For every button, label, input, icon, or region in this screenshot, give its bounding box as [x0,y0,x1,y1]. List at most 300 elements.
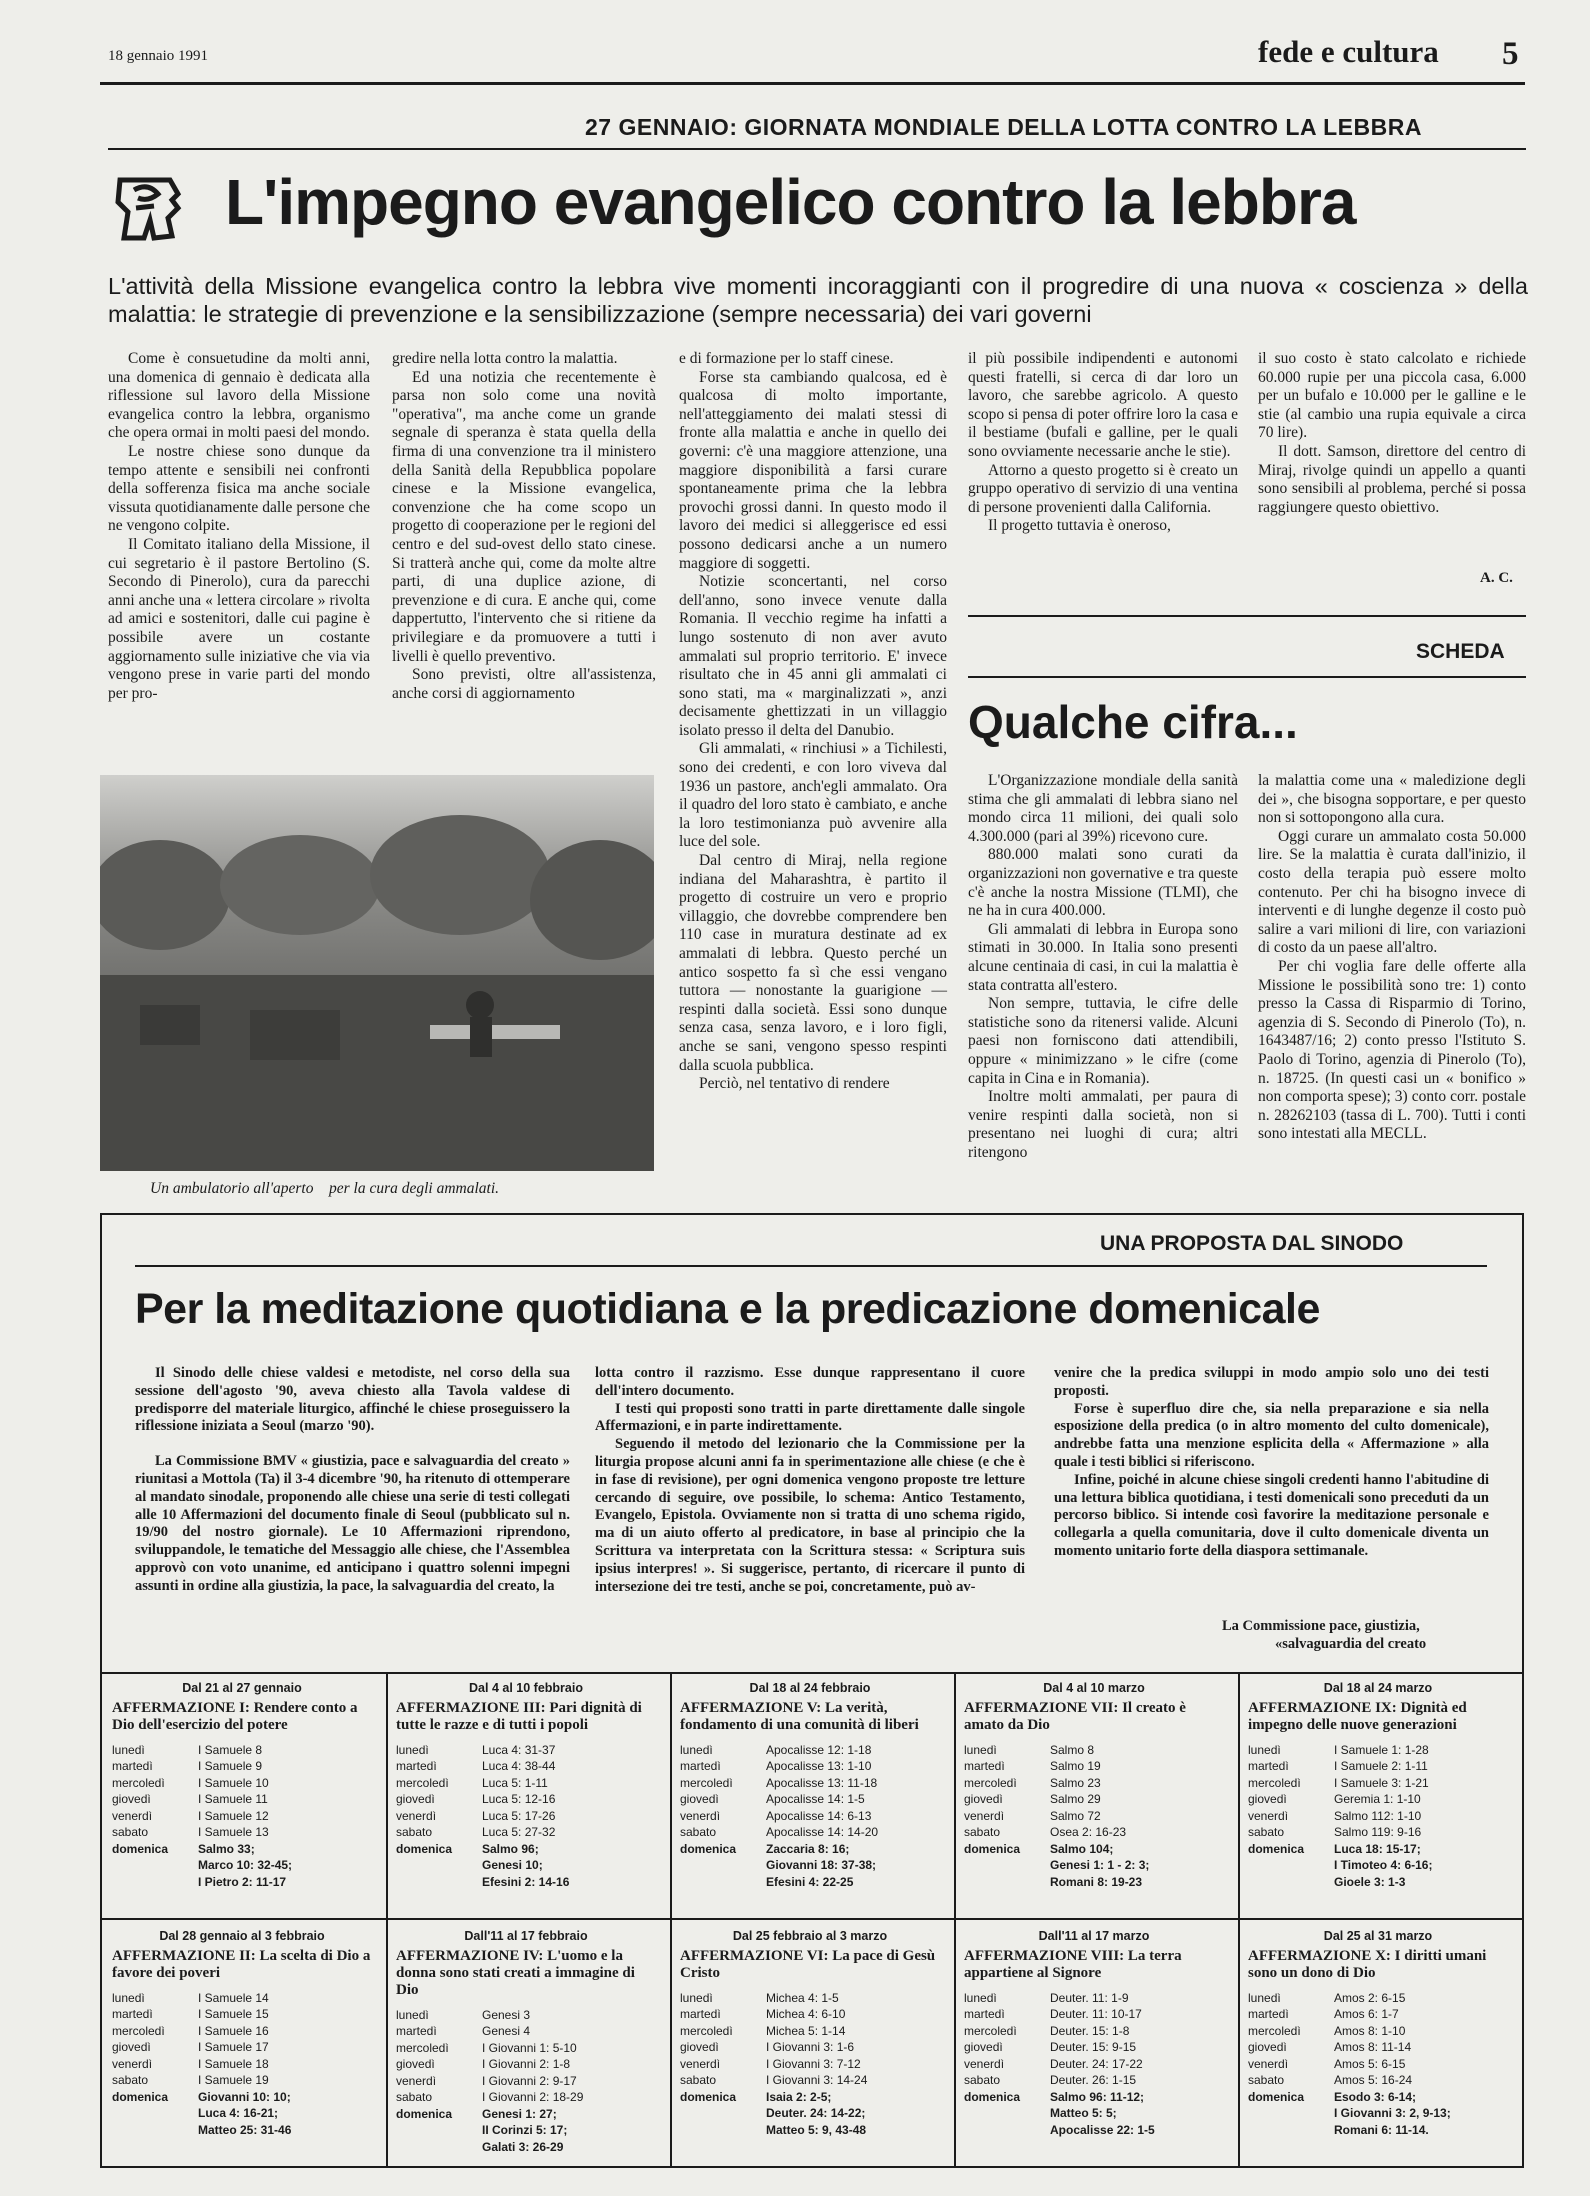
scripture-reference: Apocalisse 14: 14-20 [766,1825,879,1839]
paragraph: Come è consuetudine da molti anni, una domenica di gennaio è dedicata alla riflessione sul lavoro della Missione evangelica contro la lebbra, organismo che opera ormai in molti paesi del mondo. [108,350,370,442]
scheda-title: Qualche cifra... [968,696,1298,748]
outdoor-clinic-photo [100,775,654,1171]
paragraph: e di formazione per lo staff cinese. [679,350,894,367]
weekday [964,1857,1050,1874]
weekday: giovedì [964,1792,1003,1806]
scripture-reference: Amos 2: 6-15 [1334,1990,1406,2005]
grid-mid-rule [102,1918,1522,1920]
reading-row [396,2106,656,2123]
scripture-reference: Giovanni 18: 37-38; [766,1858,877,1872]
week-range: Dall'11 al 17 marzo [1038,1929,1150,1943]
lectionary-week [396,1680,656,1890]
scripture-reference: Amos 5: 16-24 [1334,2073,1413,2087]
weekday: martedì [1248,1759,1289,1773]
scripture-reference: I Samuele 18 [198,2056,269,2071]
weekday: venerdì [396,2073,437,2088]
scripture-reference: I Giovanni 2: 9-17 [482,2073,577,2088]
reading-row [112,2105,372,2122]
paragraph: 880.000 malati sono curati da organizzazioni non governative e tra queste c'è anche la nostra Missione (TLMI), che ne ha in cura 400.000. [968,846,1238,920]
scripture-reference: Salmo 104; [1050,1841,1114,1856]
scripture-reference: Genesi 1: 1 - 2: 3; [1050,1858,1150,1872]
paragraph: Infine, poiché in alcune chiese singoli credenti hanno l'abitudine di una lettura biblica quotidiana, i testi domenicali sono preceduti da un percorso biblico. Si intende così favorire la meditazione personale e collegarla a quella comunitaria, dove il culto domenicale diventa un momento unitario forte della diaspora settimanale. [1054,1471,1489,1559]
scripture-reference: Luca 5: 17-26 [482,1808,556,1823]
reading-row [396,1791,656,1808]
weekday: martedì [112,1759,153,1773]
scripture-reference: Giovanni 10: 10; [198,2089,291,2104]
scheda-column-2 [1258,772,1526,1144]
reading-row [964,1874,1224,1891]
reading-row [964,2072,1224,2089]
scripture-reference: Michea 5: 1-14 [766,2023,846,2038]
reading-row [1248,2006,1508,2023]
scripture-reference: Deuter. 15: 9-15 [1050,2040,1137,2054]
scripture-reference: Deuter. 11: 10-17 [1050,2007,1142,2021]
reading-row [396,1857,656,1874]
week-range: Dal 18 al 24 febbraio [749,1681,871,1695]
scripture-reference: I Samuele 12 [198,1808,269,1823]
weekday: mercoledì [396,1775,449,1790]
photo-caption: Un ambulatorio all'aperto per la cura degli ammalati. [150,1180,500,1197]
weekday: domenica [1248,2089,1305,2104]
scripture-reference: I Samuele 13 [198,1825,269,1839]
weekday: domenica [112,2089,169,2104]
weekday: giovedì [1248,1792,1287,1806]
reading-row [1248,2039,1508,2056]
reading-row [964,2023,1224,2040]
scripture-reference: Salmo 33; [198,1841,255,1856]
reading-row [680,2072,940,2089]
scheda-label: SCHEDA [1416,640,1505,663]
affermazione-title: AFFERMAZIONE II: La scelta di Dio a favore dei poveri [112,1947,371,1981]
scripture-reference: Esodo 3: 6-14; [1334,2089,1417,2104]
weekday [112,1857,198,1874]
scripture-reference: Apocalisse 14: 6-13 [766,1808,872,1823]
scripture-reference: Michea 4: 1-5 [766,1990,839,2005]
scripture-reference: Deuter. 24: 14-22; [766,2106,866,2120]
reading-row [112,1791,372,1808]
weekday [112,2122,198,2139]
weekday: sabato [396,1825,433,1839]
kicker-rule [108,148,1526,150]
scripture-reference: Apocalisse 12: 1-18 [766,1742,872,1757]
grid-vrule [954,1672,956,2166]
scripture-reference: Apocalisse 13: 11-18 [766,1775,878,1790]
weekday [680,2122,766,2139]
lectionary-week [1248,1680,1508,1890]
reading-row [1248,2056,1508,2073]
scripture-reference: Apocalisse 14: 1-5 [766,1792,865,1806]
grid-vrule [1238,1672,1240,2166]
scripture-reference: Salmo 8 [1050,1742,1095,1757]
weekday [396,1857,482,1874]
weekday: giovedì [396,2057,435,2071]
weekday [1248,1874,1334,1891]
weekday: sabato [112,1825,149,1839]
weekday: sabato [1248,2073,1285,2087]
weekday: mercoledì [112,1775,165,1790]
reading-row [680,1824,940,1841]
scripture-reference: Salmo 96: 11-12; [1050,2089,1145,2104]
paragraph: Non sempre, tuttavia, le cifre delle statistiche sono da ritenersi valide. Alcuni paesi non forniscono dati attendibili, oppure « minimizzano » le cifre (come capita in Cina e in Romania). [968,995,1238,1087]
reading-row [964,1775,1224,1792]
reading-row [396,1824,656,1841]
reading-row [112,2039,372,2056]
reading-row [680,1758,940,1775]
sinodo-column-1 [135,1365,570,1596]
weekday [1248,1857,1334,1874]
reading-row [964,2056,1224,2073]
weekday [680,1857,766,1874]
reading-row [112,2122,372,2139]
weekday: venerdì [396,1808,437,1823]
weekday: domenica [964,1841,1021,1856]
scripture-reference: I Samuele 2: 1-11 [1334,1759,1428,1773]
article-column-1 [108,350,370,703]
weekday: domenica [396,1841,453,1856]
scripture-reference: I Samuele 17 [198,2040,269,2054]
weekday [680,1874,766,1891]
reading-row [964,1824,1224,1841]
article-kicker: 27 GENNAIO: GIORNATA MONDIALE DELLA LOTTA CONTRO LA LEBBRA [585,114,1422,140]
week-range: Dal 18 al 24 marzo [1323,1681,1433,1695]
weekday [964,1874,1050,1891]
scripture-reference: Amos 5: 6-15 [1334,2056,1406,2071]
weekday: mercoledì [1248,1775,1301,1790]
page-date: 18 gennaio 1991 [108,48,208,64]
paragraph: Per chi voglia fare delle offerte alla Missione le possibilità sono tre: 1) conto presso la Cassa di Risparmio di Torino, agenzia di S. Secondo di Pinerolo (To), n. 1643487/16; 2) conto presso l'Istituto S. Paolo di Torino, agenzia di Pinerolo (To), n. 18725. (In questi casi un « bonifico » non comporta spese); 3) conto corr. postale n. 28262103 (tassa di L. 700). Tutti i conti sono intestati alla MECLL. [1258,957,1526,1143]
article-subtitle: L'attività della Missione evangelica contro la lebbra vive momenti incoraggianti con il progredire di una nuova « coscienza » della malattia: le strategie di prevenzione e la sensibilizzazione (sempre necessaria) dei vari governi [108,273,1528,327]
grid-vrule [386,1672,388,2166]
scripture-reference: Efesini 4: 22-25 [766,1874,854,1889]
lectionary-week [964,1928,1224,2138]
paragraph: Notizie sconcertanti, nel corso dell'anno, sono invece venute dalla Romania. Il vecchio regime ha infatti a lungo sostenuto di non aver avuto ammalati sul proprio territorio. E' invece risultato che in 45 anni gli ammalati ci sono stati, ma « marginalizzati », anzi decisamente ghettizzati in un villaggio isolato presso il delta del Danubio. [679,573,947,739]
weekday: domenica [112,1841,169,1856]
reading-row [964,1990,1224,2007]
scripture-reference: Salmo 119: 9-16 [1334,1825,1422,1839]
weekday [396,2139,482,2156]
scheda-top-rule [968,615,1526,617]
weekday: venerdì [1248,2056,1289,2071]
paragraph: lotta contro il razzismo. Esse dunque rappresentano il cuore dell'intero documento. [595,1365,1025,1399]
scripture-reference: Deuter. 15: 1-8 [1050,2023,1130,2038]
sinodo-kicker: UNA PROPOSTA DAL SINODO [1100,1232,1404,1255]
reading-row [112,2072,372,2089]
scripture-reference: I Samuele 14 [198,1990,269,2005]
scripture-reference: Genesi 1: 27; [482,2106,557,2121]
scripture-reference: Genesi 3 [482,2007,531,2022]
reading-row [1248,1990,1508,2007]
scripture-reference: Apocalisse 22: 1-5 [1050,2122,1155,2137]
reading-row [396,2089,656,2106]
masthead-rule [100,82,1525,85]
reading-row [112,1857,372,1874]
reading-row [1248,1824,1508,1841]
weekday: lunedì [680,1990,713,2005]
reading-row [396,1775,656,1792]
sinodo-title: Per la meditazione quotidiana e la predicazione domenicale [135,1285,1320,1333]
scripture-reference: Luca 18: 15-17; [1334,1841,1421,1856]
article-column-5 [1258,350,1526,517]
scripture-reference: Matteo 5: 5; [1050,2106,1117,2120]
scheda-column-1 [968,772,1238,1162]
reading-row [112,2089,372,2106]
reading-row [112,2056,372,2073]
sinodo-kicker-rule [135,1265,1487,1267]
paragraph: La Commissione BMV « giustizia, pace e salvaguardia del creato » riunitasi a Mottola (Ta) il 3-4 dicembre '90, ha ritenuto di ottemperare al mandato sinodale, proponendo alle chiese una serie di testi collegati alle 10 Affermazioni del documento finale di Seoul (pubblicato sul n. 19/90 del nostro giornale). Le 10 Affermazioni riprendono, sviluppandole, le tematiche del Messaggio alle chiese, che l'Assemblea approvò con voto unanime, ed anticipano i quattro solenni impegni assunti in ordine alla giustizia, la pace, la salvaguardia del creato, la [135,1453,570,1594]
reading-row [1248,1758,1508,1775]
reading-row [112,1874,372,1891]
weekday: venerdì [680,1808,721,1823]
scripture-reference: Amos 6: 1-7 [1334,2007,1399,2021]
weekday: lunedì [964,1742,997,1757]
reading-row [396,2023,656,2040]
weekday: sabato [964,2073,1001,2087]
weekday: venerdì [964,2056,1005,2071]
weekday: lunedì [112,1742,145,1757]
paragraph: il più possibile indipendenti e autonomi questi fratelli, si cerca di dar loro un lavoro, che sarebbe agricolo. A questo scopo si pensa di poter offrire loro la casa e il bestiame (bufali e galline, per le quali sono ovviamente necessarie anche le stie). [968,350,1238,460]
scheda-rule [968,676,1526,678]
scripture-reference: Salmo 112: 1-10 [1334,1808,1422,1823]
reading-row [112,1808,372,1825]
scripture-reference: I Giovanni 1: 5-10 [482,2040,577,2055]
reading-row [1248,1874,1508,1891]
scripture-reference: I Samuele 10 [198,1775,269,1790]
scripture-reference: Luca 5: 12-16 [482,1792,556,1806]
reading-row [680,1841,940,1858]
scripture-reference: Geremia 1: 1-10 [1334,1792,1421,1806]
weekday: lunedì [964,1990,997,2005]
reading-row [964,2089,1224,2106]
paragraph: I testi qui proposti sono tratti in parte direttamente dalle singole Affermazioni, e in parte indirettamente. [595,1400,1025,1435]
scripture-reference: Amos 8: 11-14 [1334,2040,1412,2054]
weekday: domenica [680,1841,737,1856]
reading-row [680,2006,940,2023]
reading-row [112,1742,372,1759]
scripture-reference: Salmo 19 [1050,1759,1101,1773]
page-number: 5 [1502,36,1519,72]
weekday: giovedì [396,1792,435,1806]
scripture-reference: Galati 3: 26-29 [482,2139,564,2154]
scripture-reference: Salmo 72 [1050,1808,1101,1823]
scripture-reference: Luca 5: 1-11 [482,1775,548,1790]
paragraph: Attorno a questo progetto si è creato un gruppo operativo di servizio di una ventina di persone provenienti dalla California. [968,461,1238,516]
paragraph: L'Organizzazione mondiale della sanità stima che gli ammalati di lebbra siano nel mondo circa 11 milioni, dei quali solo 4.300.000 (pari al 39%) ricevono cure. [968,772,1238,845]
reading-row [1248,1808,1508,1825]
paragraph: Il Sinodo delle chiese valdesi e metodiste, nel corso della sua sessione dell'agosto '90, aveva chiesto alla Tavola valdese di predisporre del materiale liturgico, affinché le chiese proseguissero la riflessione iniziata a Seoul (marzo '90). [135,1365,570,1435]
scripture-reference: Michea 4: 6-10 [766,2007,846,2021]
week-range: Dal 4 al 10 marzo [1043,1681,1145,1695]
reading-row [112,1841,372,1858]
scripture-reference: I Giovanni 3: 14-24 [766,2073,868,2087]
reading-row [1248,1742,1508,1759]
paragraph: Il Comitato italiano della Missione, il cui segretario è il pastore Bertolino (S. Secondo di Pinerolo), cura da parecchi anni anche una « lettera circolare » rivolta ad amici e sostenitori, dalle cui pagine è possibile avere un costante aggiornamento sulle iniziative che via via vengono prese in varie parti del mondo per pro- [108,535,370,702]
weekday: martedì [964,2007,1005,2021]
paragraph: Seguendo il metodo del lezionario che la Commissione per la liturgia propose alcuni anni fa in sperimentazione alle chiese (e che è in fase di revisione), per ogni domenica vengono proposte tre letture cercando di seguire, ove possibile, lo schema: Antico Testamento, Evangelo, Epistola. Ovviamente non si tratta di uno schema rigido, ma di un aiuto offerto al predicatore, in base al principio che la Scrittura va interpretata con la Scrittura stessa: « Scriptura suis ipsius interpres! ». Si suggerisce, pertanto, di ricercare il punto di intersezione dei tre testi, anche se poi, concretamente, può av- [595,1436,1025,1595]
grid-vrule [670,1672,672,2166]
scripture-reference: Luca 4: 16-21; [198,2106,279,2120]
weekday: martedì [112,2007,153,2021]
reading-row [964,2006,1224,2023]
weekday: sabato [1248,1825,1285,1839]
lectionary-week [1248,1928,1508,2138]
reading-row [396,2122,656,2139]
reading-row [680,2056,940,2073]
reading-row [680,1808,940,1825]
scripture-reference: Deuter. 11: 1-9 [1050,1990,1129,2005]
scripture-reference: Marco 10: 32-45; [198,1858,293,1872]
affermazione-title: AFFERMAZIONE VIII: La terra appartiene al Signore [964,1947,1182,1981]
scripture-reference: I Giovanni 3: 1-6 [766,2040,855,2054]
weekday: mercoledì [964,2023,1017,2038]
affermazione-title: AFFERMAZIONE IX: Dignità ed impegno delle nuove generazioni [1248,1699,1467,1733]
paragraph: Perciò, nel tentativo di rendere [699,1075,890,1093]
reading-row [396,2073,656,2090]
reading-row [112,2023,372,2040]
sinodo-column-3 [1054,1365,1489,1561]
weekday: domenica [1248,1841,1305,1856]
reading-row [112,2006,372,2023]
lectionary-week [964,1680,1224,1890]
scripture-reference: I Samuele 3: 1-21 [1334,1775,1429,1790]
scripture-reference: Romani 8: 19-23 [1050,1874,1143,1889]
weekday: giovedì [680,2040,719,2054]
scripture-reference: Matteo 5: 9, 43-48 [766,2122,867,2137]
weekday: mercoledì [396,2040,449,2055]
reading-row [680,1990,940,2007]
lectionary-week [680,1928,940,2138]
scripture-reference: II Corinzi 5: 17; [482,2123,568,2137]
scripture-reference: Deuter. 26: 1-15 [1050,2073,1137,2087]
reading-row [964,1742,1224,1759]
scripture-reference: I Samuele 9 [198,1759,263,1773]
weekday [964,2105,1050,2122]
weekday: venerdì [964,1808,1005,1823]
affermazione-title: AFFERMAZIONE VI: La pace di Gesù Cristo [680,1947,936,1981]
reading-row [1248,2072,1508,2089]
paragraph: Oggi curare un ammalato costa 50.000 lire. Se la malattia è curata dall'inizio, il costo della terapia può essere molto contenuto. Per chi ha bisogno invece di interventi e di lunghe degenze il costo può salire a vari milioni di lire, con variazioni di costo da un paese all'altro. [1258,827,1526,957]
reading-row [396,2139,656,2156]
weekday: venerdì [680,2056,721,2071]
reading-row [112,1775,372,1792]
reading-row [680,2105,940,2122]
reading-row [396,2040,656,2057]
weekday [964,2122,1050,2139]
affermazione-title: AFFERMAZIONE IV: L'uomo e la donna sono stati creati a immagine di Dio [396,1947,635,1998]
reading-row [964,1758,1224,1775]
scripture-reference: I Giovanni 3: 7-12 [766,2056,861,2071]
reading-row [680,2089,940,2106]
scripture-reference: Luca 5: 27-32 [482,1825,556,1839]
paragraph: Le nostre chiese sono dunque da tempo attente e sensibili nei confronti della sofferenza fisica ma anche sociale vissuta quotidianamente dalle persone che ne vengono colpite. [108,442,370,535]
reading-row [396,2007,656,2024]
weekday: martedì [964,1759,1005,1773]
weekday: sabato [396,2090,433,2104]
scripture-reference: Genesi 4 [482,2024,531,2038]
paragraph: la malattia come una « maledizione degli dei », che bisogna sopportare, e per questo non si sottopongono alla cura. [1258,772,1526,827]
paragraph: il suo costo è stato calcolato e richiede 60.000 rupie per una piccola casa, 6.000 per un bufalo e 10.000 per le galline e le stie (al cambio una rupia equivale a circa 70 lire). [1258,350,1526,442]
reading-row [396,1808,656,1825]
affermazione-title: AFFERMAZIONE X: I diritti umani sono un dono di Dio [1248,1947,1487,1981]
reading-row [680,2039,940,2056]
weekday: lunedì [1248,1742,1281,1757]
scripture-reference: Matteo 25: 31-46 [198,2122,292,2137]
scripture-reference: I Samuele 8 [198,1742,263,1757]
scripture-reference: Gioele 3: 1-3 [1334,1874,1406,1889]
reading-row [680,1857,940,1874]
weekday [1248,2122,1334,2139]
weekday: martedì [1248,2007,1289,2021]
weekday: giovedì [112,2040,151,2054]
weekday: martedì [396,2024,437,2038]
affermazione-title: AFFERMAZIONE VII: Il creato è amato da Dio [964,1699,1186,1733]
reading-row [964,1808,1224,1825]
weekday [1248,2105,1334,2122]
weekday: lunedì [1248,1990,1281,2005]
paragraph: Il dott. Samson, direttore del centro di Miraj, rivolge quindi un appello a quanti sono sensibili al problema, perché si possa raggiungere questo obiettivo. [1258,442,1526,516]
article-title: L'impegno evangelico contro la lebbra [225,166,1356,238]
reading-row [964,1841,1224,1858]
scripture-reference: Zaccaria 8: 16; [766,1841,850,1856]
scripture-reference: Salmo 29 [1050,1792,1101,1806]
paragraph: Dal centro di Miraj, nella regione indiana del Maharashtra, è partito il progetto di costruire un vero e proprio villaggio, che dovrebbe comprendere ben 110 case in muratura destinate ad ex ammalati di lebbra. Questo perché un antico sospetto fa sì che essi vengano tuttora — nonostante la guarigione — respinti dalla società. Essi sono dunque senza casa, senza lavoro, e i loro figli, anche se sani, vengono spesso respinti dalla scuola pubblica. [679,852,947,1074]
scripture-reference: I Samuele 15 [198,2007,269,2021]
weekday: sabato [964,1825,1001,1839]
weekday [396,1874,482,1891]
weekday [112,2105,198,2122]
grid-top-rule [102,1672,1522,1674]
affermazione-title: AFFERMAZIONE V: La verità, fondamento di una comunità di liberi [680,1699,919,1733]
affermazione-title: AFFERMAZIONE III: Pari dignità di tutte le razze e di tutti i popoli [396,1699,642,1733]
reading-row [680,2122,940,2139]
reading-row [964,1791,1224,1808]
paragraph: Ed una notizia che recentemente è parsa non solo come una novità "operativa", ma anche come un grande segnale di speranza è stata quella della firma di una convenzione tra il ministero della Sanità della Repubblica popolare cinese e la Missione evangelica, convenzione che ha come scopo un progetto di cooperazione per le regioni del centro e del sud-ovest dello stato cinese. Si tratterà anche qui, come da molte altre parti, di una duplice azione, di prevenzione e di cura. E anche qui, come dappertutto, l'intervento che si ritiene da privilegiare e da promuovere a tutti i livelli è quello preventivo. [392,368,656,665]
weekday: mercoledì [680,1775,733,1790]
weekday: lunedì [396,1742,429,1757]
week-range: Dall'11 al 17 febbraio [464,1929,588,1943]
paragraph: Il progetto tuttavia è oneroso, [988,517,1171,535]
weekday: martedì [680,2007,721,2021]
lectionary-week [680,1680,940,1890]
reading-row [680,2023,940,2040]
scripture-reference: Romani 6: 11-14. [1334,2122,1429,2137]
article-column-3 [679,350,947,1094]
affermazione-title: AFFERMAZIONE I: Rendere conto a Dio dell'esercizio del potere [112,1699,358,1733]
weekday: venerdì [1248,1808,1289,1823]
section-title: fede e cultura [1258,34,1439,69]
weekday: domenica [680,2089,737,2104]
reading-row [396,2056,656,2073]
paragraph: Inoltre molti ammalati, per paura di venire respinti dalla società, non si presentano nei luoghi di cura; altri ritengono [968,1088,1238,1161]
week-range: Dal 25 febbraio al 3 marzo [732,1929,888,1943]
paragraph: Gli ammalati, « rinchiusi » a Tichilesti, sono dei credenti, e con loro viveva dal 1936 un pastore, anch'egli ammalato. Ora il quadro del loro stato è cambiato, e anche la loro testimonianza può avvenire alla luce del sole. [679,740,947,851]
reading-row [964,1857,1224,1874]
scripture-reference: Luca 4: 38-44 [482,1759,556,1773]
reading-row [396,1742,656,1759]
weekday: sabato [112,2073,149,2087]
paragraph: gredire nella lotta contro la malattia. [392,350,618,367]
article-column-2 [392,350,656,703]
weekday: mercoledì [964,1775,1017,1790]
weekday: mercoledì [112,2023,165,2038]
reading-row [1248,1857,1508,1874]
reading-row [1248,2105,1508,2122]
reading-row [1248,1841,1508,1858]
scripture-reference: I Pietro 2: 11-17 [198,1874,287,1889]
scripture-reference: I Samuele 11 [198,1792,268,1806]
scripture-reference: Deuter. 24: 17-22 [1050,2056,1143,2071]
lectionary-week [112,1680,372,1890]
weekday: giovedì [964,2040,1003,2054]
